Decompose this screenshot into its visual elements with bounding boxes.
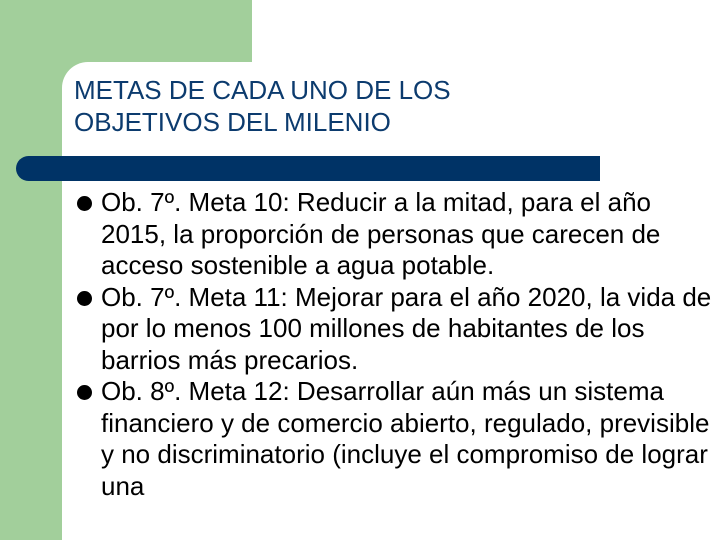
bullet-item-meta-12 [77,376,717,502]
slide-title-line-1: METAS DE CADA UNO DE LOS [74,75,451,105]
bullet-dot-icon [77,196,92,211]
bullet-item-meta-10 [77,187,717,282]
bullet-text: Ob. 8º. Meta 12: Desarrollar aún más un sistema financiero y de comercio abierto, regulado, previsible y no discriminatorio (incluye el compromiso de lograr una [101,376,710,501]
title-underline-bar [16,156,600,181]
slide-title [74,74,694,138]
bullet-text: Ob. 7º. Meta 10: Reducir a la mitad, para el año 2015, la proporción de personas que carecen de acceso sostenible a agua potable. [101,187,661,280]
bullet-dot-icon [77,291,92,306]
bullet-dot-icon [77,385,92,400]
slide-title-line-2: OBJETIVOS DEL MILENIO [74,107,391,137]
bullet-list [77,187,717,502]
bullet-text: Ob. 7º. Meta 11: Mejorar para el año 2020, la vida de por lo menos 100 millones de habitantes de los barrios más precarios. [101,281,712,375]
bullet-item-meta-11 [77,282,717,377]
